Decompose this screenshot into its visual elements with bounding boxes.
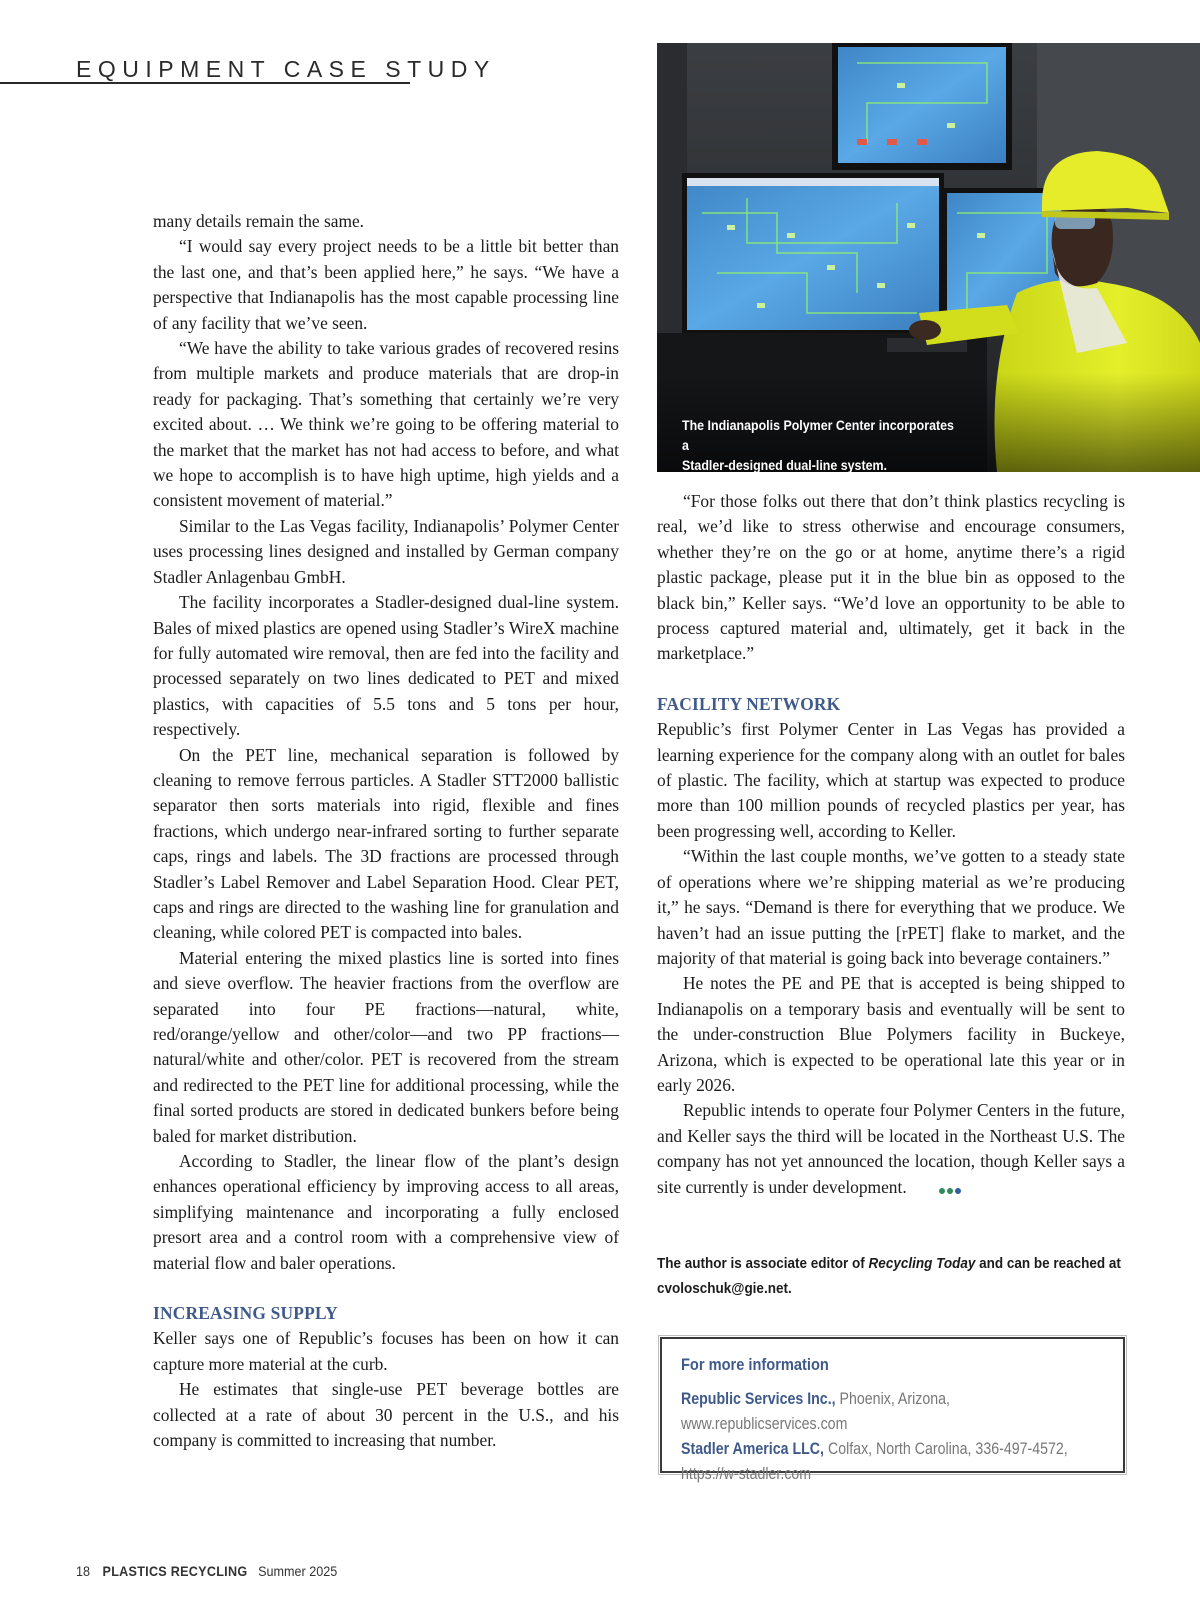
paragraph: According to Stadler, the linear flow of the plant’s design enhances operational efficiency by improving access to all areas, simplifying maintenance and incorporating a fully enclosed presort area and a control room with a comprehensive view of material flow and baler operations. — [153, 1151, 619, 1273]
info-details[interactable]: Phoenix, Arizona, www.republicservices.com — [681, 1390, 950, 1433]
issue-date: Summer 2025 — [258, 1563, 338, 1579]
info-url-link[interactable]: https://w-stadler.com — [681, 1465, 812, 1483]
author-note-suffix: and can be reached at — [979, 1255, 1121, 1272]
paragraph: Material entering the mixed plastics line is sorted into fines and sieve overflow. The heavier fractions from the overflow are separated into four PE fractions—natural, white, red/orange/yellow and other/color—and two PP fractions—natural/white and other/color. PET is recovered from the stream and redirected to the PET line for additional processing, while the final sorted products are stored in dedicated bunkers before being baled for market distribution. — [153, 947, 619, 1146]
end-of-article-dots-icon — [913, 1176, 963, 1201]
info-box-title: For more information — [681, 1355, 829, 1374]
subhead-facility-network: FACILITY NETWORK — [657, 693, 841, 714]
paragraph: many details remain the same. — [153, 211, 365, 231]
paragraph: Keller says one of Republic’s focuses has been on how it can capture more material at the curb. — [153, 1328, 619, 1374]
page-footer — [76, 1563, 337, 1579]
photo-caption-line-1: The Indianapolis Polymer Center incorporates a — [682, 418, 954, 453]
photo-image — [657, 43, 1200, 472]
section-label: EQUIPMENT CASE STUDY — [76, 56, 496, 82]
paragraph: Similar to the Las Vegas facility, Indianapolis’ Polymer Center uses processing lines designed and installed by German company Stadler Anlagenbau GmbH. — [153, 515, 619, 587]
paragraph: He estimates that single-use PET beverage bottles are collected at a rate of about 30 percent in the U.S., and his company is committed to increasing that number. — [153, 1379, 619, 1451]
info-entry-republic — [681, 1387, 1111, 1437]
subhead-increasing-supply: INCREASING SUPPLY — [153, 1303, 338, 1324]
author-note-publication: Recycling Today — [868, 1255, 976, 1272]
page-number: 18 — [76, 1563, 91, 1579]
info-details: Colfax, North Carolina, 336-497-4572, — [827, 1440, 1068, 1458]
paragraph: “I would say every project needs to be a little bit better than the last one, and that’s been applied here,” he says. “We have a perspective that Indianapolis has the most capable processing line of any facility that we’ve seen. — [153, 236, 619, 333]
paragraph: The facility incorporates a Stadler-designed dual-line system. Bales of mixed plastics are opened using Stadler’s WireX machine for fully automated wire removal, then are fed into the facility and processed separately on two lines dedicated to PET and mixed plastics, with capacities of 5.5 tons and 5 tons per hour, respectively. — [153, 592, 619, 740]
author-email-link[interactable]: cvoloschuk@gie.net. — [657, 1280, 792, 1297]
paragraph: On the PET line, mechanical separation is followed by cleaning to remove ferrous particles. A Stadler STT2000 ballistic separator then sorts materials into rigid, flexible and fines fractions, which undergo near-infrared sorting to further separate caps, rings and labels. The 3D fractions are processed through Stadler’s Label Remover and Label Separation Hood. Clear PET, caps and rings are directed to the washing line for granulation and cleaning, while colored PET is compacted into bales. — [153, 744, 619, 943]
author-note-prefix: The author is associate editor of — [657, 1255, 865, 1272]
paragraph: Republic’s first Polymer Center in Las Vegas has provided a learning experience for the company along with an outlet for bales of plastic. The facility, which at startup was expected to produce more than 100 million pounds of recycled plastics per year, has been progressing well, according to Keller. — [657, 719, 1125, 841]
info-company: Stadler America LLC, — [681, 1440, 825, 1458]
more-information-box — [660, 1337, 1125, 1483]
photo — [657, 43, 1200, 472]
paragraph: “Within the last couple months, we’ve gotten to a steady state of operations where we’re shipping material as we’re producing it,” he says. “Demand is there for everything that we produce. We haven’t had an issue putting the [rPET] flake to market, and the majority of that material is going back into beverage containers.” — [657, 846, 1125, 968]
paragraph-text: Republic intends to operate four Polymer Centers in the future, and Keller says the third will be located in the Northeast U.S. The company has not yet announced the location, though Keller says a site currently is under development. — [657, 1100, 1125, 1197]
paragraph: “For those folks out there that don’t think plastics recycling is real, we’d like to stress otherwise and encourage consumers, whether they’re on the go or at home, anytime there’s a rigid plastic package, please put it in the blue bin as opposed to the black bin,” Keller says. “We’d love an opportunity to be able to process captured material and, ultimately, get it back in the marketplace.” — [657, 491, 1125, 664]
section-rule — [0, 82, 410, 84]
author-note — [657, 1251, 1127, 1301]
photo-caption-line-2: Stadler-designed dual-line system. — [682, 458, 887, 472]
paragraph — [657, 1098, 1125, 1201]
right-column — [657, 489, 1125, 1201]
magazine-name: PLASTICS RECYCLING — [102, 1563, 248, 1579]
paragraph: He notes the PE and PE that is accepted is being shipped to Indianapolis on a temporary basis and eventually will be sent to the under-construction Blue Polymers facility in Buckeye, Arizona, which is expected to be operational late this year or in early 2026. — [657, 973, 1125, 1095]
paragraph: “We have the ability to take various grades of recovered resins from multiple markets and produce materials that are drop-in ready for packaging. That’s something that certainly we’re very excited about. … We think we’re going to be offering material to the market that the market has not had access to before, and what we hope to accomplish is to have high uptime, high yields and a consistent movement of material.” — [153, 338, 619, 511]
info-entry-stadler — [681, 1437, 1111, 1462]
left-column — [153, 209, 619, 1454]
info-company: Republic Services Inc., — [681, 1390, 836, 1408]
photo-caption — [682, 416, 958, 472]
